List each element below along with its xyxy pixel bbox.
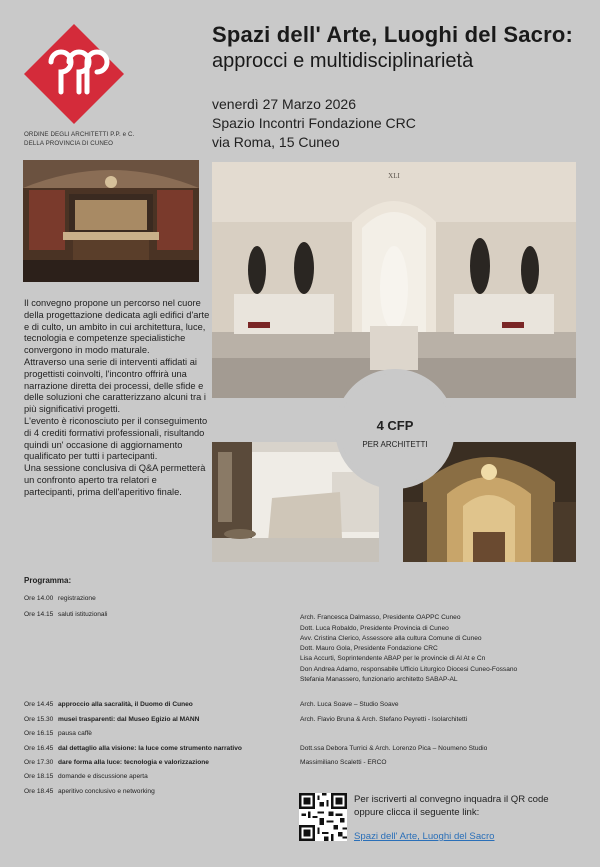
program-time: Ore 14.15 [24,611,54,618]
event-address: via Roma, 15 Cuneo [212,134,340,150]
logo-caption-line2: DELLA PROVINCIA DI CUNEO [24,140,114,147]
event-description [24,298,210,499]
logo-caption [24,130,134,148]
program-desc: dare forma alla luce: tecnologia e valorizzazione [58,759,209,766]
greeting-speaker: Avv. Cristina Clerico, Assessore alla cultura Comune di Cuneo [300,635,482,642]
program-time: Ore 14.45 [24,701,54,708]
program-desc: approccio alla sacralità, il Duomo di Cuneo [58,701,193,708]
svg-text:XLI: XLI [388,172,400,180]
program-time: Ore 14.00 [24,595,54,602]
description-paragraph: Il convegno propone un percorso nel cuore della progettazione dedicata agli edifici d'arte e di culto, un ambito in cui architettura, luce, tecnologia e competenze specialistiche convergono in modo maturale. [24,298,210,356]
cfp-label: PER ARCHITETTI [362,440,428,449]
program-time: Ore 15.30 [24,716,54,723]
registration-link[interactable]: Spazi dell' Arte, Luoghi del Sacro [354,831,495,842]
description-paragraph: Una sessione conclusiva di Q&A permetterà un confronto aperto tra relatori e partecipanti, prima dell'aperitivo finale. [24,463,206,497]
session-speaker: Massimiliano Scaletti - ERCO [300,759,387,766]
description-paragraph: L'evento è riconosciuto per il conseguimento di 4 crediti formativi professionali, risultando quindi un' occasione di aggiornamento qualificato per tutti i partecipanti. [24,415,208,462]
cfp-badge [335,369,455,489]
greeting-speaker: Don Andrea Adamo, responsabile Ufficio Liturgico Diocesi Cuneo-Fossano [300,666,518,673]
program-time: Ore 17.30 [24,759,54,766]
program-time: Ore 16.45 [24,745,54,752]
chapel-photo [23,160,199,282]
event-venue: Spazio Incontri Fondazione CRC [212,115,416,131]
registration-line1: Per iscriverti al convegno inquadra il QR code [354,794,549,805]
event-date: venerdì 27 Marzo 2026 [212,96,356,112]
logo-caption-line1: ORDINE DEGLI ARCHITETTI P.P. e C. [24,131,135,138]
program-desc: aperitivo conclusivo e networking [58,788,155,795]
greeting-speaker: Dott. Luca Robaldo, Presidente Provincia di Cuneo [300,625,449,632]
program-desc: saluti istituzionali [58,611,108,618]
program-desc: dal dettaglio alla visione: la luce come strumento narrativo [58,745,242,752]
event-title: Spazi dell' Arte, Luoghi del Sacro: [212,22,574,47]
event-subtitle: approcci e multidisciplinarietà [212,50,474,72]
description-paragraph: Attraverso una serie di interventi affidati ai progettisti coinvolti, l'incontro offrirà una narrazione diretta dei processi, delle sfide e delle soluzioni che caratterizzano alcuni tra i più significativi progetti. [24,356,206,415]
program-time: Ore 16.15 [24,730,54,737]
registration-qr-code[interactable] [299,793,347,841]
registration-line2: oppure clicca il seguente link: [354,806,480,818]
session-speaker: Arch. Luca Soave – Studio Soave [300,701,399,708]
program-desc: domande e discussione aperta [58,773,148,780]
session-speaker: Dott.ssa Debora Turrici & Arch. Lorenzo Pica – Noumeno Studio [300,745,488,752]
program-heading: Programma: [24,576,72,585]
program-desc: registrazione [58,595,96,602]
program-desc: pausa caffè [58,730,92,737]
greeting-speaker: Dott. Mauro Gola, Presidente Fondazione CRC [300,645,438,652]
greeting-speaker: Lisa Accurti, Soprintendente ABAP per le provincie di Al At e Cn [300,655,486,662]
cfp-number: 4 CFP [376,418,414,433]
registration-instructions [354,794,549,819]
greeting-speaker: Arch. Francesca Dalmasso, Presidente OAPPC Cuneo [300,614,461,621]
program-desc: musei trasparenti: dal Museo Egizio al MANN [58,716,200,723]
order-logo [24,24,124,124]
museum-hall-photo [212,162,576,398]
program-time: Ore 18.15 [24,773,54,780]
session-speaker: Arch. Flavio Bruna & Arch. Stefano Peyretti - Isolarchitetti [300,716,468,723]
greeting-speaker: Stefania Manassero, funzionario architetto SABAP-AL [300,676,458,683]
program-time: Ore 18.45 [24,788,54,795]
